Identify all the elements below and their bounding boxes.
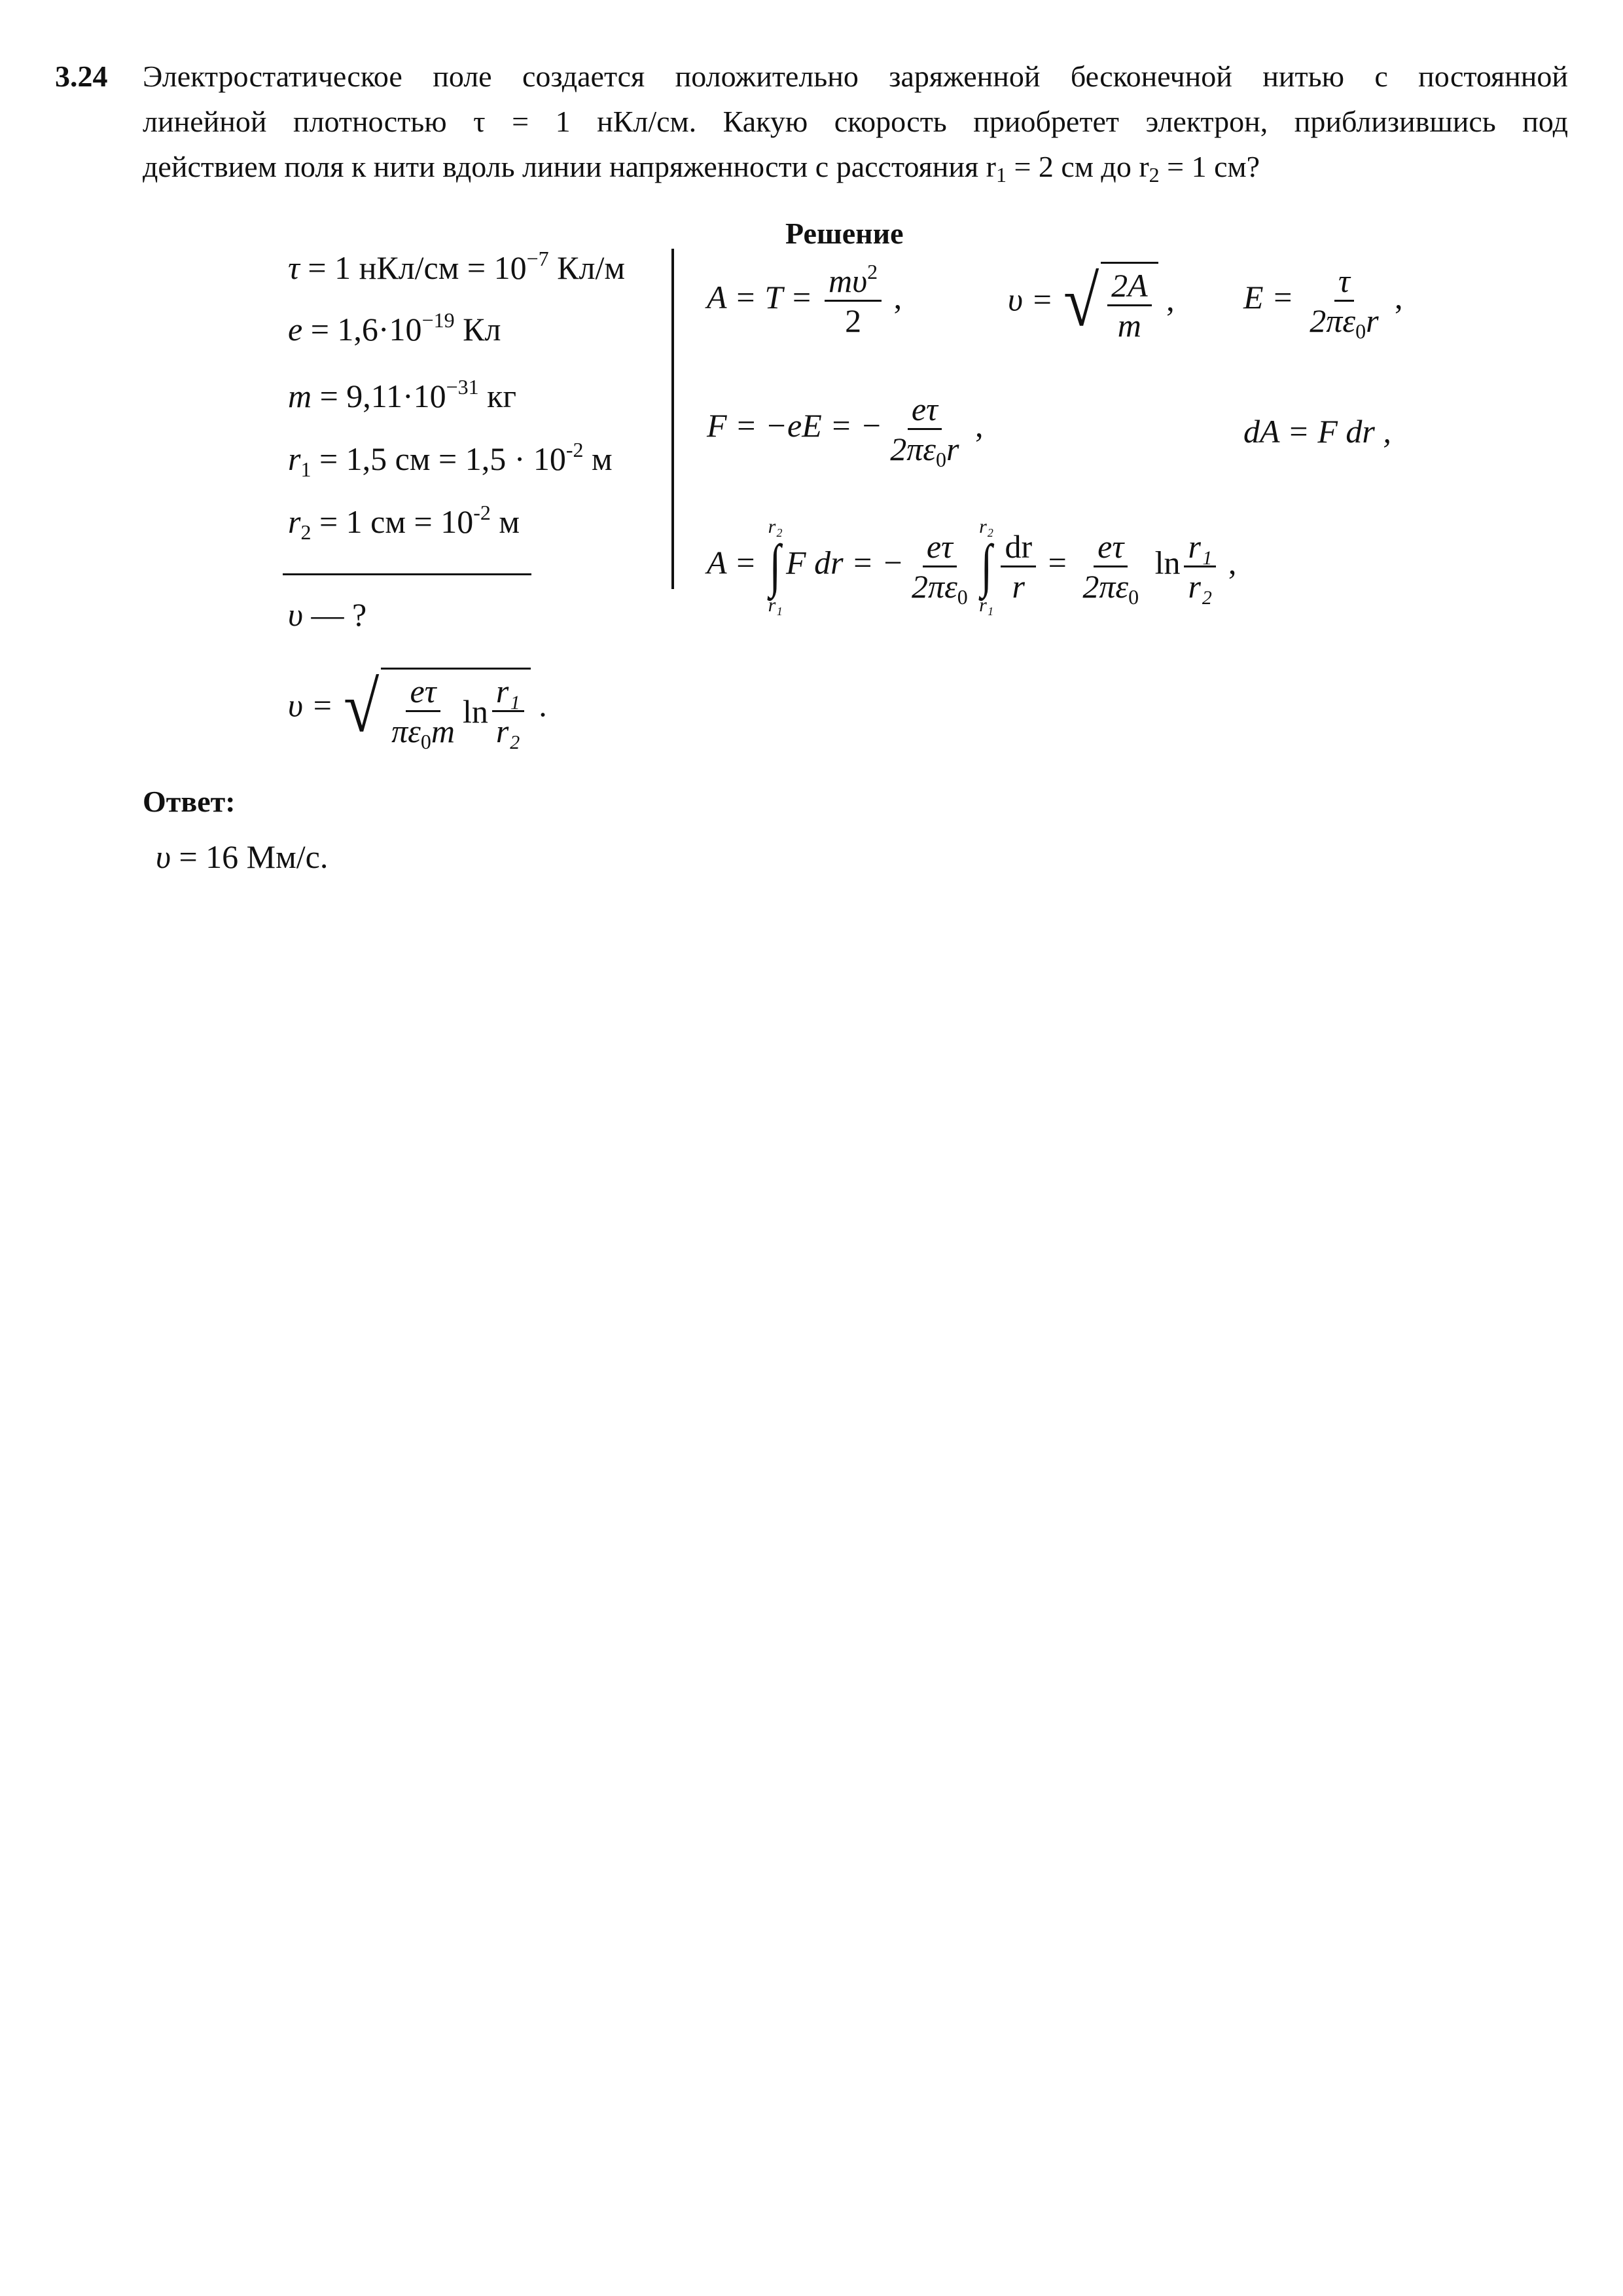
answer-value: υ = 16 Мм/с.	[156, 838, 329, 875]
problem-number: 3.24	[55, 60, 108, 93]
formula-work-kinetic: A = T = $\frac{m\upsilon^2}{2}$ ,	[707, 260, 902, 339]
given-tau: τ = 1 $нКл/см = 10^{-7}$ Кл/м	[288, 247, 625, 286]
given-r2: $r_2 = 1$ см = $10^{-2}$ м	[288, 501, 520, 544]
given-e: $e = 1,6\cdot 10^{-19}$ Кл	[288, 308, 501, 348]
formula-result: υ = √ $\frac{e\tau}{\pi\varepsilon_0m}$ ln $\frac{\text{r₁}}{\text{r₂}}$ .	[288, 667, 547, 753]
formula-force: F = −eE = − $\frac{e\tau}{2\pi\varepsilon_0r}$ ,	[707, 391, 984, 471]
given-r1: $r_1 = 1,5$ см = $1,5 \cdot 10^{-2}$ м	[288, 438, 613, 481]
integral-sign-1: r₂ ∫ r₁	[768, 516, 783, 616]
given-unknown: υ — ?	[288, 596, 367, 633]
problem-line-1: Электростатическое поле создается положительно заряженной бесконечной нитью с постоянной	[143, 60, 1568, 93]
formula-dwork: dA = F dr ,	[1243, 413, 1391, 450]
formula-speed: υ = √ $\frac{2A}{m}$ ,	[1008, 261, 1175, 344]
problem-line-3: действием поля к нити вдоль линии напряженности с расстояния $r_1 = 2$ см до $r_2 = 1$ см?	[143, 150, 1260, 187]
integral-sign-2: r₂ ∫ r₁	[979, 516, 994, 616]
formula-field: E = $\frac{\tau}{2\pi\varepsilon_0r}$ ,	[1243, 262, 1403, 343]
problem-statement	[55, 54, 1568, 189]
given-solution-divider	[671, 249, 674, 589]
formula-integral: A = r₂ ∫ r₁ F dr = − $\frac{e\tau}{2\pi\varepsilon_0}$ r₂ ∫ r₁ $\frac{dr}{r}$ = $\frac{e\tau}{2\pi\varepsilon_0}$ ln $\frac{\text{r₁}}{\text{r₂}}$ ,	[707, 516, 1237, 616]
given-separator-line	[283, 573, 531, 575]
given-m: $m = 9,11\cdot 10^{-31}$ кг	[288, 375, 516, 414]
answer-label: Ответ:	[143, 785, 236, 818]
solution-heading: Решение	[785, 217, 904, 250]
problem-line-2: линейной плотностью τ = 1 нКл/см. Какую скорость приобретет электрон, приблизившись под	[143, 105, 1568, 138]
